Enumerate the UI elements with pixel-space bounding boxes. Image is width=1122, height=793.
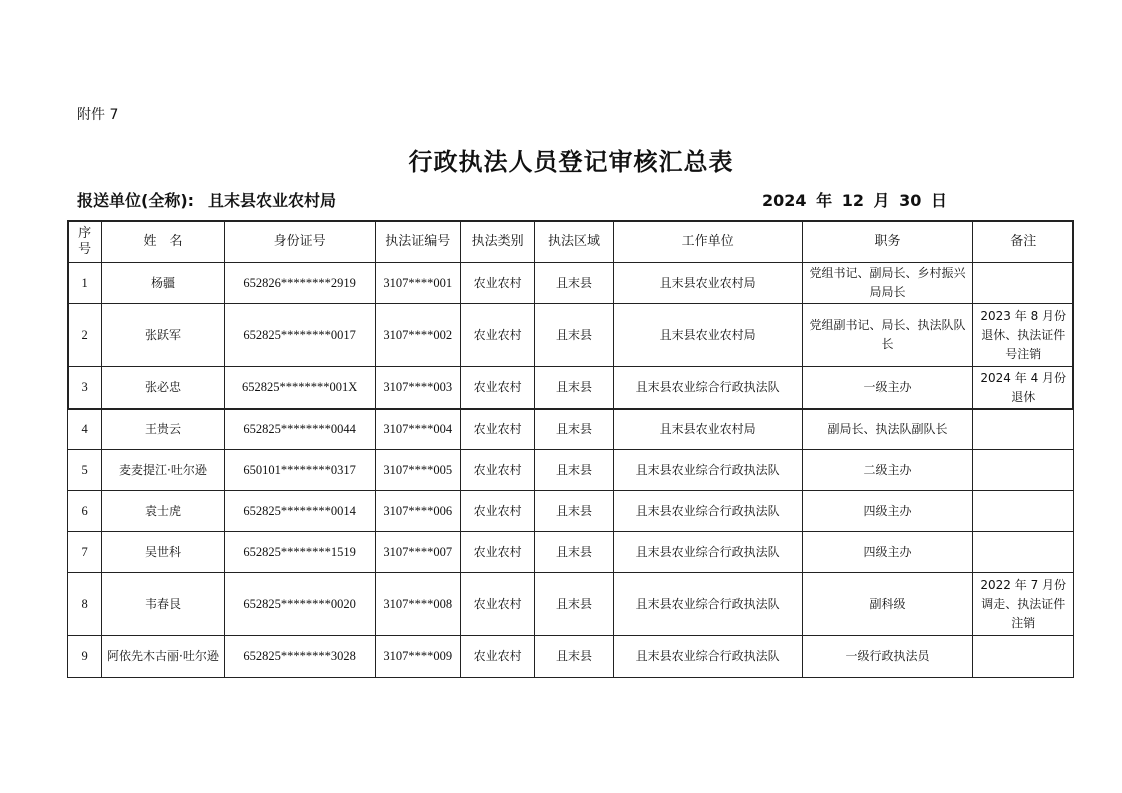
report-unit-value: 且末县农业农村局 bbox=[208, 191, 337, 210]
table-row bbox=[68, 532, 1074, 573]
header-area: 执法区域 bbox=[535, 221, 613, 263]
cell-position: 四级主办 bbox=[802, 532, 973, 573]
date-day: 30 bbox=[899, 191, 922, 210]
cell-unit: 且末县农业农村局 bbox=[613, 263, 802, 304]
cell-area: 且末县 bbox=[535, 263, 613, 304]
table-row bbox=[68, 450, 1074, 491]
cell-unit: 且末县农业综合行政执法队 bbox=[613, 532, 802, 573]
cell-remark bbox=[973, 409, 1074, 450]
cell-no: 4 bbox=[68, 409, 102, 450]
header-position: 职务 bbox=[802, 221, 973, 263]
cell-id: 652825********0044 bbox=[224, 409, 375, 450]
date-month-unit: 月 bbox=[873, 191, 890, 210]
header-unit: 工作单位 bbox=[613, 221, 802, 263]
report-date bbox=[762, 188, 951, 211]
cell-position: 二级主办 bbox=[802, 450, 973, 491]
table-row bbox=[68, 491, 1074, 532]
cell-cert: 3107****004 bbox=[375, 409, 460, 450]
cell-unit: 且末县农业农村局 bbox=[613, 409, 802, 450]
cell-no: 2 bbox=[68, 304, 102, 367]
cell-id: 652825********0020 bbox=[224, 573, 375, 636]
cell-position: 一级行政执法员 bbox=[802, 636, 973, 678]
cell-position: 副科级 bbox=[802, 573, 973, 636]
cell-name: 袁士虎 bbox=[102, 491, 225, 532]
annex-label: 附件 7 bbox=[77, 107, 119, 123]
cell-area: 且末县 bbox=[535, 532, 613, 573]
header-category: 执法类别 bbox=[460, 221, 534, 263]
cell-no: 1 bbox=[68, 263, 102, 304]
table-row bbox=[68, 409, 1074, 450]
cell-category: 农业农村 bbox=[460, 367, 534, 409]
cell-area: 且末县 bbox=[535, 367, 613, 409]
cell-name: 阿依先木古丽·吐尔逊 bbox=[102, 636, 225, 678]
table-row bbox=[68, 573, 1074, 636]
cell-area: 且末县 bbox=[535, 409, 613, 450]
table-header-row bbox=[68, 221, 1074, 263]
cell-unit: 且末县农业综合行政执法队 bbox=[613, 367, 802, 409]
cell-unit: 且末县农业农村局 bbox=[613, 304, 802, 367]
cell-name: 韦春艮 bbox=[102, 573, 225, 636]
cell-unit: 且末县农业综合行政执法队 bbox=[613, 573, 802, 636]
registration-table bbox=[67, 220, 1074, 678]
page-title: 行政执法人员登记审核汇总表 bbox=[408, 148, 734, 176]
cell-cert: 3107****001 bbox=[375, 263, 460, 304]
cell-remark bbox=[973, 491, 1074, 532]
cell-cert: 3107****009 bbox=[375, 636, 460, 678]
cell-area: 且末县 bbox=[535, 450, 613, 491]
cell-name: 吴世科 bbox=[102, 532, 225, 573]
header-remark: 备注 bbox=[973, 221, 1074, 263]
cell-cert: 3107****007 bbox=[375, 532, 460, 573]
date-day-unit: 日 bbox=[930, 191, 947, 210]
cell-name: 张跃军 bbox=[102, 304, 225, 367]
cell-cert: 3107****002 bbox=[375, 304, 460, 367]
cell-name: 麦麦提江·吐尔逊 bbox=[102, 450, 225, 491]
cell-no: 7 bbox=[68, 532, 102, 573]
header-cert: 执法证编号 bbox=[375, 221, 460, 263]
report-unit-label: 报送单位(全称): bbox=[77, 191, 195, 210]
cell-area: 且末县 bbox=[535, 636, 613, 678]
cell-id: 652825********3028 bbox=[224, 636, 375, 678]
cell-unit: 且末县农业综合行政执法队 bbox=[613, 450, 802, 491]
cell-name: 张必忠 bbox=[102, 367, 225, 409]
cell-id: 652826********2919 bbox=[224, 263, 375, 304]
cell-remark: 2023 年 8 月份退休、执法证件号注销 bbox=[973, 304, 1074, 367]
cell-area: 且末县 bbox=[535, 573, 613, 636]
cell-category: 农业农村 bbox=[460, 409, 534, 450]
cell-unit: 且末县农业综合行政执法队 bbox=[613, 491, 802, 532]
header-no: 序号 bbox=[68, 221, 102, 263]
cell-area: 且末县 bbox=[535, 491, 613, 532]
table-row bbox=[68, 367, 1074, 409]
cell-remark bbox=[973, 532, 1074, 573]
cell-category: 农业农村 bbox=[460, 491, 534, 532]
cell-no: 3 bbox=[68, 367, 102, 409]
cell-category: 农业农村 bbox=[460, 573, 534, 636]
cell-category: 农业农村 bbox=[460, 636, 534, 678]
cell-category: 农业农村 bbox=[460, 304, 534, 367]
cell-category: 农业农村 bbox=[460, 450, 534, 491]
header-id: 身份证号 bbox=[224, 221, 375, 263]
cell-position: 一级主办 bbox=[802, 367, 973, 409]
header-name: 姓 名 bbox=[102, 221, 225, 263]
cell-id: 652825********0017 bbox=[224, 304, 375, 367]
cell-name: 杨疆 bbox=[102, 263, 225, 304]
cell-id: 652825********001X bbox=[224, 367, 375, 409]
cell-remark: 2022 年 7 月份调走、执法证件注销 bbox=[973, 573, 1074, 636]
cell-remark bbox=[973, 450, 1074, 491]
date-year: 2024 bbox=[762, 191, 807, 210]
cell-position: 四级主办 bbox=[802, 491, 973, 532]
cell-cert: 3107****008 bbox=[375, 573, 460, 636]
cell-name: 王贵云 bbox=[102, 409, 225, 450]
report-unit bbox=[77, 188, 336, 211]
cell-category: 农业农村 bbox=[460, 263, 534, 304]
cell-cert: 3107****003 bbox=[375, 367, 460, 409]
cell-id: 652825********1519 bbox=[224, 532, 375, 573]
cell-id: 652825********0014 bbox=[224, 491, 375, 532]
cell-id: 650101********0317 bbox=[224, 450, 375, 491]
cell-position: 党组书记、副局长、乡村振兴局局长 bbox=[802, 263, 973, 304]
cell-category: 农业农村 bbox=[460, 532, 534, 573]
date-month: 12 bbox=[841, 191, 864, 210]
table-row bbox=[68, 636, 1074, 678]
cell-remark bbox=[973, 263, 1074, 304]
cell-position: 党组副书记、局长、执法队队长 bbox=[802, 304, 973, 367]
cell-area: 且末县 bbox=[535, 304, 613, 367]
cell-no: 5 bbox=[68, 450, 102, 491]
cell-cert: 3107****005 bbox=[375, 450, 460, 491]
cell-no: 8 bbox=[68, 573, 102, 636]
date-year-unit: 年 bbox=[816, 191, 833, 210]
cell-remark: 2024 年 4 月份退休 bbox=[973, 367, 1074, 409]
cell-no: 6 bbox=[68, 491, 102, 532]
table-row bbox=[68, 304, 1074, 367]
cell-position: 副局长、执法队副队长 bbox=[802, 409, 973, 450]
cell-cert: 3107****006 bbox=[375, 491, 460, 532]
cell-unit: 且末县农业综合行政执法队 bbox=[613, 636, 802, 678]
cell-remark bbox=[973, 636, 1074, 678]
cell-no: 9 bbox=[68, 636, 102, 678]
table-row bbox=[68, 263, 1074, 304]
